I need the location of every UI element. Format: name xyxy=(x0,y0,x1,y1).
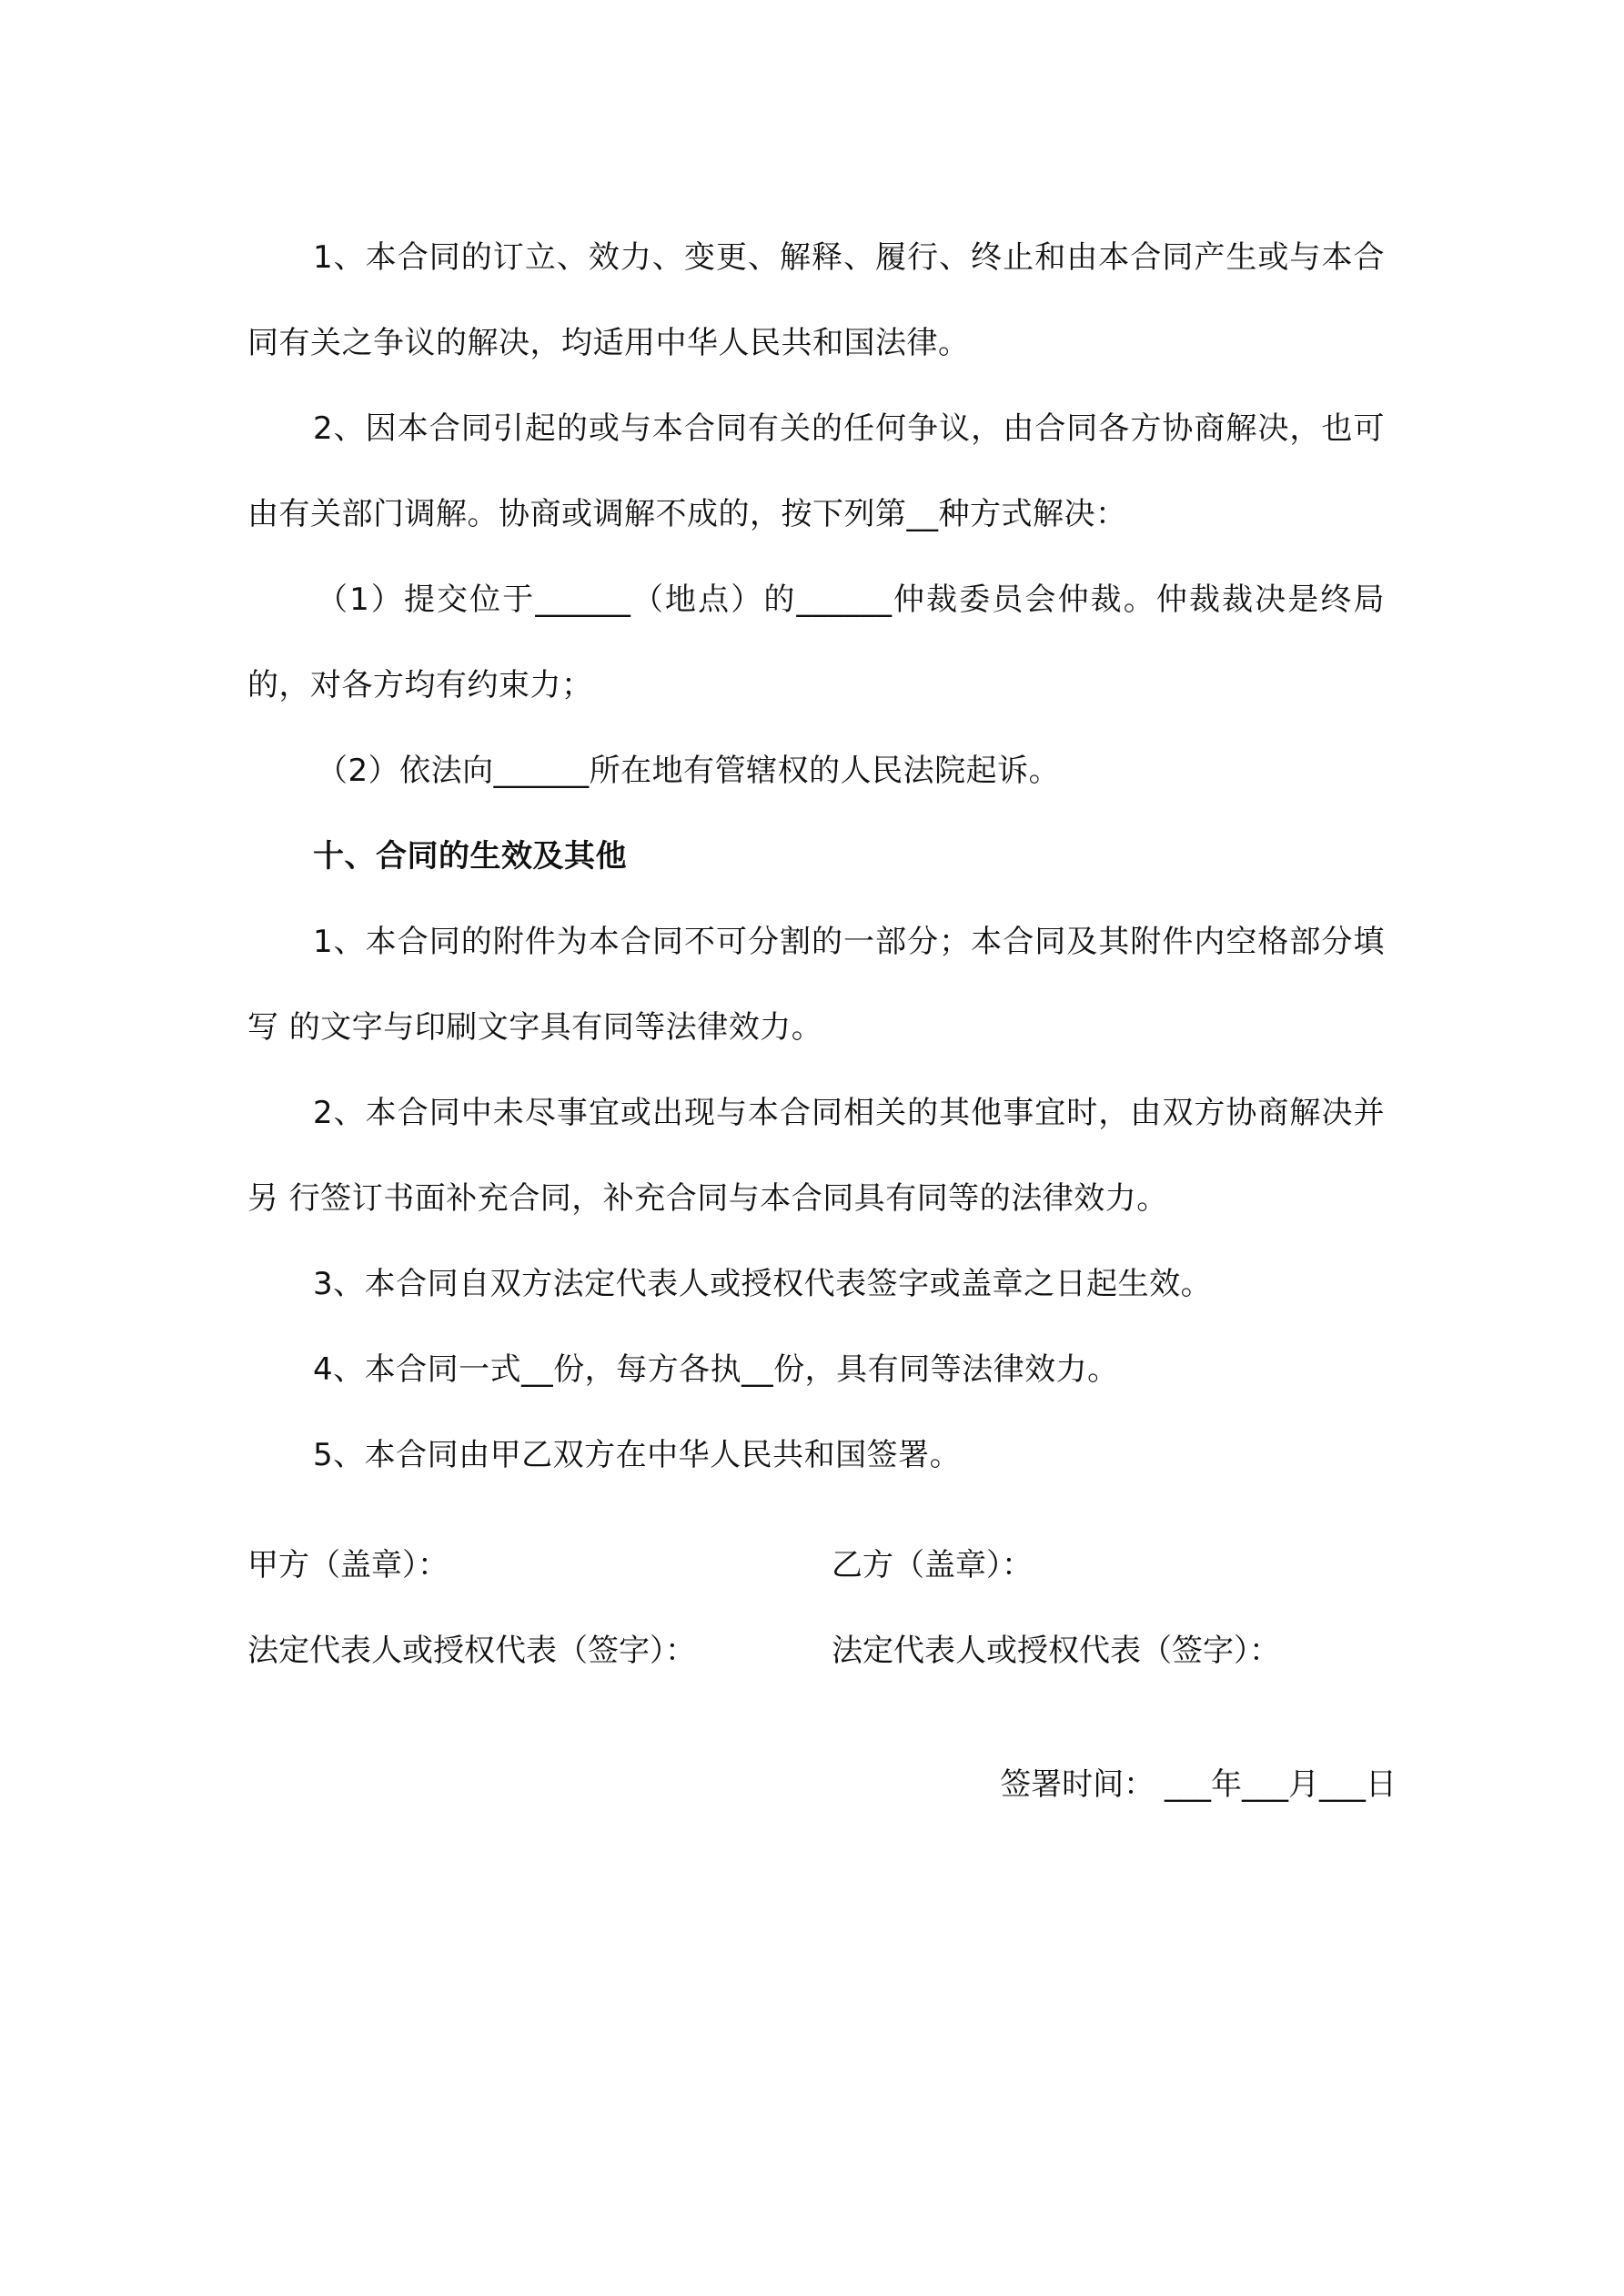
party-a-seal: 甲方（盖章）： xyxy=(247,1547,449,1583)
clause-supplementary: 2、本合同中未尽事宜或出现与本合同相关的其他事宜时，由双方协商解决并另 行签订书面补充合同，补充合同与本合同具有同等的法律效力。 xyxy=(247,1095,1385,1217)
clause-effectiveness: 3、本合同自双方法定代表人或授权代表签字或盖章之日起生效。 xyxy=(313,1266,1213,1302)
clause-option-arbitration: （1）提交位于______（地点）的______仲裁委员会仲裁。仲裁裁决是终局的，对各方均有约束力； xyxy=(247,582,1385,703)
clause-copies: 4、本合同一式__份，每方各执__份，具有同等法律效力。 xyxy=(313,1351,1119,1388)
party-b-seal: 乙方（盖章）： xyxy=(832,1547,1033,1583)
seal-row xyxy=(247,1522,1385,1608)
contract-body xyxy=(247,215,1385,1498)
party-a-representative: 法定代表人或授权代表（签字）： xyxy=(247,1633,696,1669)
party-b-representative: 法定代表人或授权代表（签字）： xyxy=(832,1633,1280,1669)
clause-attachments: 1、本合同的附件为本合同不可分割的一部分；本合同及其附件内空格部分填写 的文字与印刷文字具有同等法律效力。 xyxy=(247,924,1385,1046)
clause-option-litigation: （2）依法向______所在地有管辖权的人民法院起诉。 xyxy=(317,753,1061,789)
signing-date: 签署时间： ___年___月___日 xyxy=(1000,1766,1397,1803)
section-heading: 十、合同的生效及其他 xyxy=(313,838,627,875)
clause-dispute-resolution: 2、因本合同引起的或与本合同有关的任何争议，由合同各方协商解决，也可由有关部门调解。协商或调解不成的，按下列第__种方式解决： xyxy=(247,410,1385,532)
clause-governing-law: 1、本合同的订立、效力、变更、解释、履行、终止和由本合同产生或与本合同有关之争议的解决，均适用中华人民共和国法律。 xyxy=(247,239,1385,361)
representative-row xyxy=(247,1608,1385,1694)
clause-signing-place: 5、本合同由甲乙双方在中华人民共和国签署。 xyxy=(313,1437,962,1473)
signature-block xyxy=(247,1522,1385,1694)
